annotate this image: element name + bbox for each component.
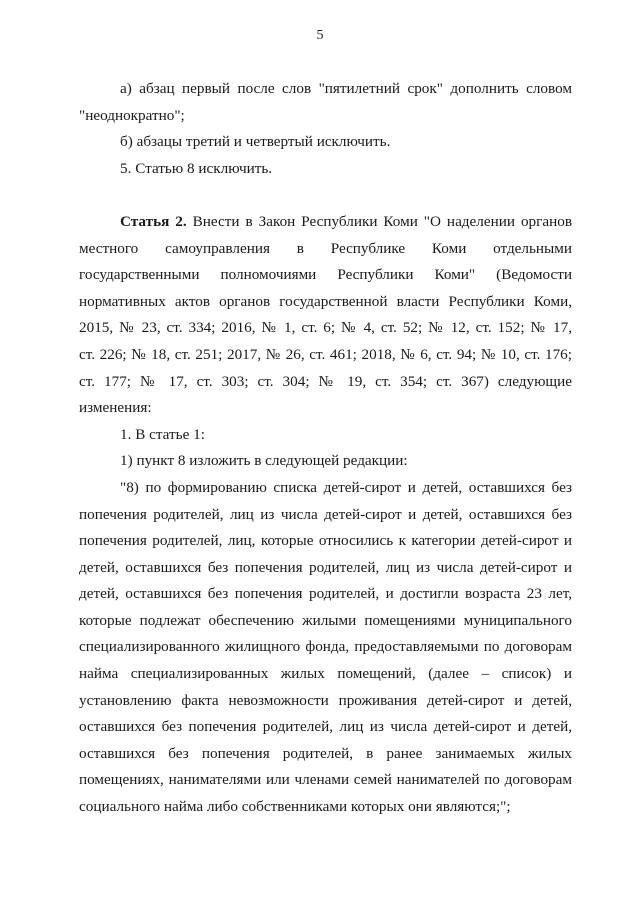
subitem-1: 1) пункт 8 изложить в следующей редакции:	[120, 452, 408, 470]
document-body	[79, 76, 572, 821]
quote-line: оставшихся без попечения родителей, лиц из числа детей-сирот и детей,	[79, 718, 572, 736]
article-2-line-7: ст. 177; № 17, ст. 303; ст. 304; № 19, ст. 354; ст. 367) следующие	[79, 372, 572, 390]
article-2-heading: Статья 2.	[120, 212, 187, 230]
quote-line: найма специализированных жилых помещений, (далее – список) и	[79, 665, 572, 683]
quote-line: попечения родителей, лиц, которые относились к категории детей-сирот и	[79, 532, 572, 550]
spacer	[79, 182, 572, 209]
quote-line: "8) по формированию списка детей-сирот и детей, оставшихся без	[120, 478, 572, 496]
paragraph-b: б) абзацы третий и четвертый исключить.	[120, 133, 391, 151]
paragraph-5: 5. Статью 8 исключить.	[120, 159, 273, 177]
article-2-line-3: государственными полномочиями Республики Коми" (Ведомости	[79, 266, 572, 284]
quote-line: оставшихся без попечения родителей, в ранее занимаемых жилых	[79, 744, 572, 762]
paragraph-a-line-2: "неоднократно";	[79, 106, 185, 124]
article-2-line-6: ст. 226; № 18, ст. 251; 2017, № 26, ст. 461; 2018, № 6, ст. 94; № 10, ст. 176;	[79, 345, 572, 363]
quote-line: помещениях, нанимателями или членами семей нанимателей по договорам	[79, 771, 572, 789]
quote-line-last: социального найма либо собственниками которых они являются;";	[79, 798, 511, 816]
quote-line: попечения родителей, лиц из числа детей-сирот и детей, оставшихся без	[79, 505, 572, 523]
quote-line: детей, оставшихся без попечения родителей, и достигли возраста 23 лет,	[79, 585, 572, 603]
quote-line: установлению факта невозможности проживания детей-сирот и детей,	[79, 691, 572, 709]
article-2-line-4: нормативных актов органов государственной власти Республики Коми,	[79, 292, 572, 310]
article-2-line-1	[79, 209, 572, 236]
article-2-line-2: местного самоуправления в Республике Коми отдельными	[79, 239, 572, 257]
quote-line: которые подлежат обеспечению жилыми помещениями муниципального	[79, 611, 572, 629]
article-2-line-1-text: Внести в Закон Республики Коми "О наделении органов	[186, 212, 572, 230]
article-2-line-5: 2015, № 23, ст. 334; 2016, № 1, ст. 6; № 4, ст. 52; № 12, ст. 152; № 17,	[79, 319, 572, 337]
page-number: 5	[316, 28, 324, 43]
item-1: 1. В статье 1:	[120, 425, 205, 443]
article-2-line-8: изменения:	[79, 399, 152, 417]
quote-line: специализированного жилищного фонда, предоставляемыми по договорам	[79, 638, 572, 656]
quote-line: детей, оставшихся без попечения родителей, лиц из числа детей-сирот и	[79, 558, 572, 576]
paragraph-a-line-1: а) абзац первый после слов "пятилетний срок" дополнить словом	[120, 80, 572, 97]
